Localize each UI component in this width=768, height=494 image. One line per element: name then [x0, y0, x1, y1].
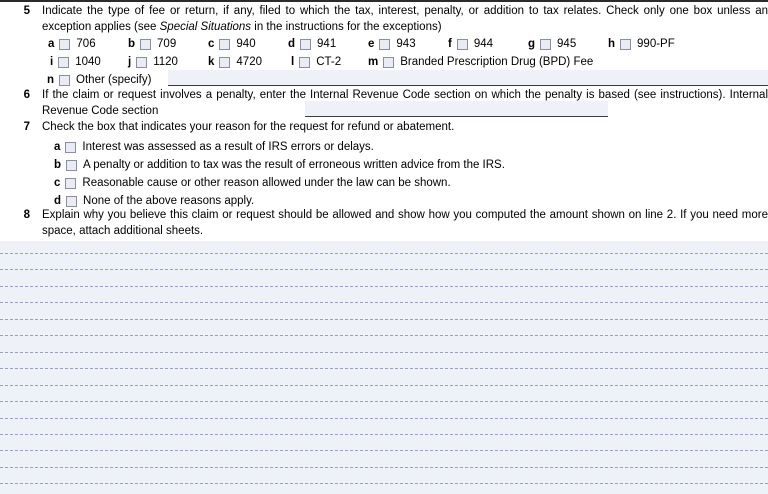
- explanation-rule-line: [0, 483, 768, 484]
- checkbox-letter-d: d: [288, 38, 296, 50]
- checkbox-label-ct-2: CT-2: [316, 56, 342, 68]
- checkbox-letter-f: f: [448, 38, 452, 50]
- checkbox-label-706: 706: [76, 38, 96, 50]
- checkbox-item-j[interactable]: [128, 54, 178, 70]
- line-7-number: 7: [23, 121, 30, 133]
- reason-checkbox-d[interactable]: [66, 196, 77, 207]
- checkbox-letter-i: i: [50, 56, 54, 68]
- other-specify-input[interactable]: [168, 70, 768, 86]
- reason-item-a[interactable]: [54, 139, 374, 155]
- explanation-rule-line: [0, 368, 768, 369]
- explanation-rule-line: [0, 286, 768, 287]
- checkbox-letter-l: l: [291, 56, 295, 68]
- checkbox-item-f[interactable]: [448, 36, 493, 52]
- checkbox-letter-g: g: [528, 38, 536, 50]
- checkbox-i[interactable]: [58, 57, 69, 68]
- checkbox-label-4720: 4720: [236, 56, 262, 68]
- line-8-instruction: Explain why you believe this claim or request should be allowed and show how you computed the amount shown on line 2. If you need more space, attach additional sheets.: [42, 209, 768, 237]
- explanation-rule-line: [0, 352, 768, 353]
- checkbox-label-945: 945: [557, 38, 577, 50]
- reason-letter-b: b: [54, 159, 62, 171]
- checkbox-letter-n: n: [47, 74, 55, 86]
- irc-section-input[interactable]: [305, 101, 608, 117]
- explanation-rule-line: [0, 418, 768, 419]
- reason-label-b: A penalty or addition to tax was the result of erroneous written advice from the IRS.: [83, 159, 505, 171]
- checkbox-label-709: 709: [157, 38, 177, 50]
- checkbox-label-943: 943: [396, 38, 416, 50]
- checkbox-label-944: 944: [473, 38, 494, 50]
- checkbox-k[interactable]: [219, 57, 230, 68]
- line-5-number: 5: [23, 5, 30, 17]
- checkbox-l[interactable]: [299, 57, 310, 68]
- checkbox-item-i[interactable]: [50, 54, 101, 70]
- line-5-checkbox-row-2: [42, 54, 768, 70]
- checkbox-n[interactable]: [59, 75, 70, 86]
- line-8-number: 8: [23, 209, 30, 221]
- checkbox-item-c[interactable]: [208, 36, 256, 52]
- line-5-instruction: [42, 4, 768, 35]
- reason-item-b[interactable]: [54, 157, 505, 173]
- checkbox-label-bpd-fee: Branded Prescription Drug (BPD) Fee: [400, 56, 594, 68]
- explanation-rule-line: [0, 450, 768, 451]
- line-5-checkbox-row-1: [42, 36, 768, 52]
- line-5-text-part2: in the instructions for the exceptions): [251, 20, 442, 33]
- checkbox-label-940: 940: [236, 38, 256, 50]
- checkbox-item-d[interactable]: [288, 36, 336, 52]
- line-6-instruction: If the claim or request involves a penalty, enter the Internal Revenue Code section on which the penalty is based (see instructions). Internal Revenue Code section: [42, 89, 768, 117]
- checkbox-item-b[interactable]: [128, 36, 176, 52]
- explanation-rule-line: [0, 253, 768, 254]
- checkbox-h[interactable]: [620, 39, 631, 50]
- checkbox-m[interactable]: [383, 57, 394, 68]
- checkbox-g[interactable]: [540, 39, 551, 50]
- checkbox-label-941: 941: [317, 38, 337, 50]
- reason-letter-d: d: [54, 195, 62, 207]
- checkbox-d[interactable]: [300, 39, 311, 50]
- checkbox-b[interactable]: [140, 39, 151, 50]
- checkbox-letter-m: m: [368, 56, 379, 68]
- checkbox-label-1120: 1120: [153, 56, 178, 68]
- checkbox-c[interactable]: [219, 39, 230, 50]
- line-5-italic-special-situations: Special Situations: [159, 20, 252, 33]
- reason-item-c[interactable]: [54, 175, 451, 191]
- checkbox-label-1040: 1040: [75, 56, 101, 68]
- section-top-rule: [0, 0, 768, 2]
- checkbox-j[interactable]: [136, 57, 147, 68]
- checkbox-letter-c: c: [208, 38, 215, 50]
- explanation-rule-line: [0, 434, 768, 435]
- explanation-rule-line: [0, 319, 768, 320]
- explanation-rule-line: [0, 385, 768, 386]
- explanation-rule-line: [0, 401, 768, 402]
- checkbox-letter-k: k: [208, 56, 215, 68]
- line-8-explanation-area[interactable]: [0, 241, 768, 494]
- checkbox-letter-e: e: [368, 38, 375, 50]
- reason-letter-c: c: [54, 177, 61, 189]
- reason-item-d[interactable]: [54, 193, 254, 209]
- checkbox-label-other-specify: Other (specify): [76, 74, 152, 86]
- explanation-rule-line: [0, 467, 768, 468]
- reason-letter-a: a: [54, 141, 61, 153]
- checkbox-item-k[interactable]: [208, 54, 262, 70]
- explanation-rule-line: [0, 335, 768, 336]
- reason-label-a: Interest was assessed as a result of IRS errors or delays.: [82, 141, 374, 153]
- checkbox-label-990-pf: 990-PF: [637, 38, 675, 50]
- line-7-instruction: Check the box that indicates your reason for the request for refund or abatement.: [42, 121, 455, 133]
- checkbox-item-h[interactable]: [608, 36, 675, 52]
- reason-checkbox-a[interactable]: [65, 142, 76, 153]
- checkbox-letter-h: h: [608, 38, 616, 50]
- checkbox-item-n[interactable]: [47, 72, 151, 88]
- checkbox-letter-a: a: [48, 38, 55, 50]
- reason-label-d: None of the above reasons apply.: [83, 195, 255, 207]
- checkbox-item-a[interactable]: [48, 36, 96, 52]
- explanation-rule-line: [0, 302, 768, 303]
- line-5-text-part1: Indicate the type of fee or return, if any, filed to which the tax, interest, penalty, or addition to tax relates. Check only one box unless an exception applies (see: [42, 5, 768, 33]
- checkbox-item-e[interactable]: [368, 36, 416, 52]
- reason-checkbox-c[interactable]: [65, 178, 76, 189]
- checkbox-a[interactable]: [59, 39, 70, 50]
- line-6-number: 6: [23, 89, 30, 101]
- checkbox-letter-j: j: [128, 56, 132, 68]
- checkbox-item-m[interactable]: [368, 54, 593, 70]
- checkbox-item-l[interactable]: [291, 54, 341, 70]
- checkbox-f[interactable]: [457, 39, 468, 50]
- checkbox-e[interactable]: [379, 39, 390, 50]
- checkbox-letter-b: b: [128, 38, 136, 50]
- checkbox-item-g[interactable]: [528, 36, 576, 52]
- reason-checkbox-b[interactable]: [66, 160, 77, 171]
- reason-label-c: Reasonable cause or other reason allowed under the law can be shown.: [82, 177, 451, 189]
- explanation-rule-line: [0, 269, 768, 270]
